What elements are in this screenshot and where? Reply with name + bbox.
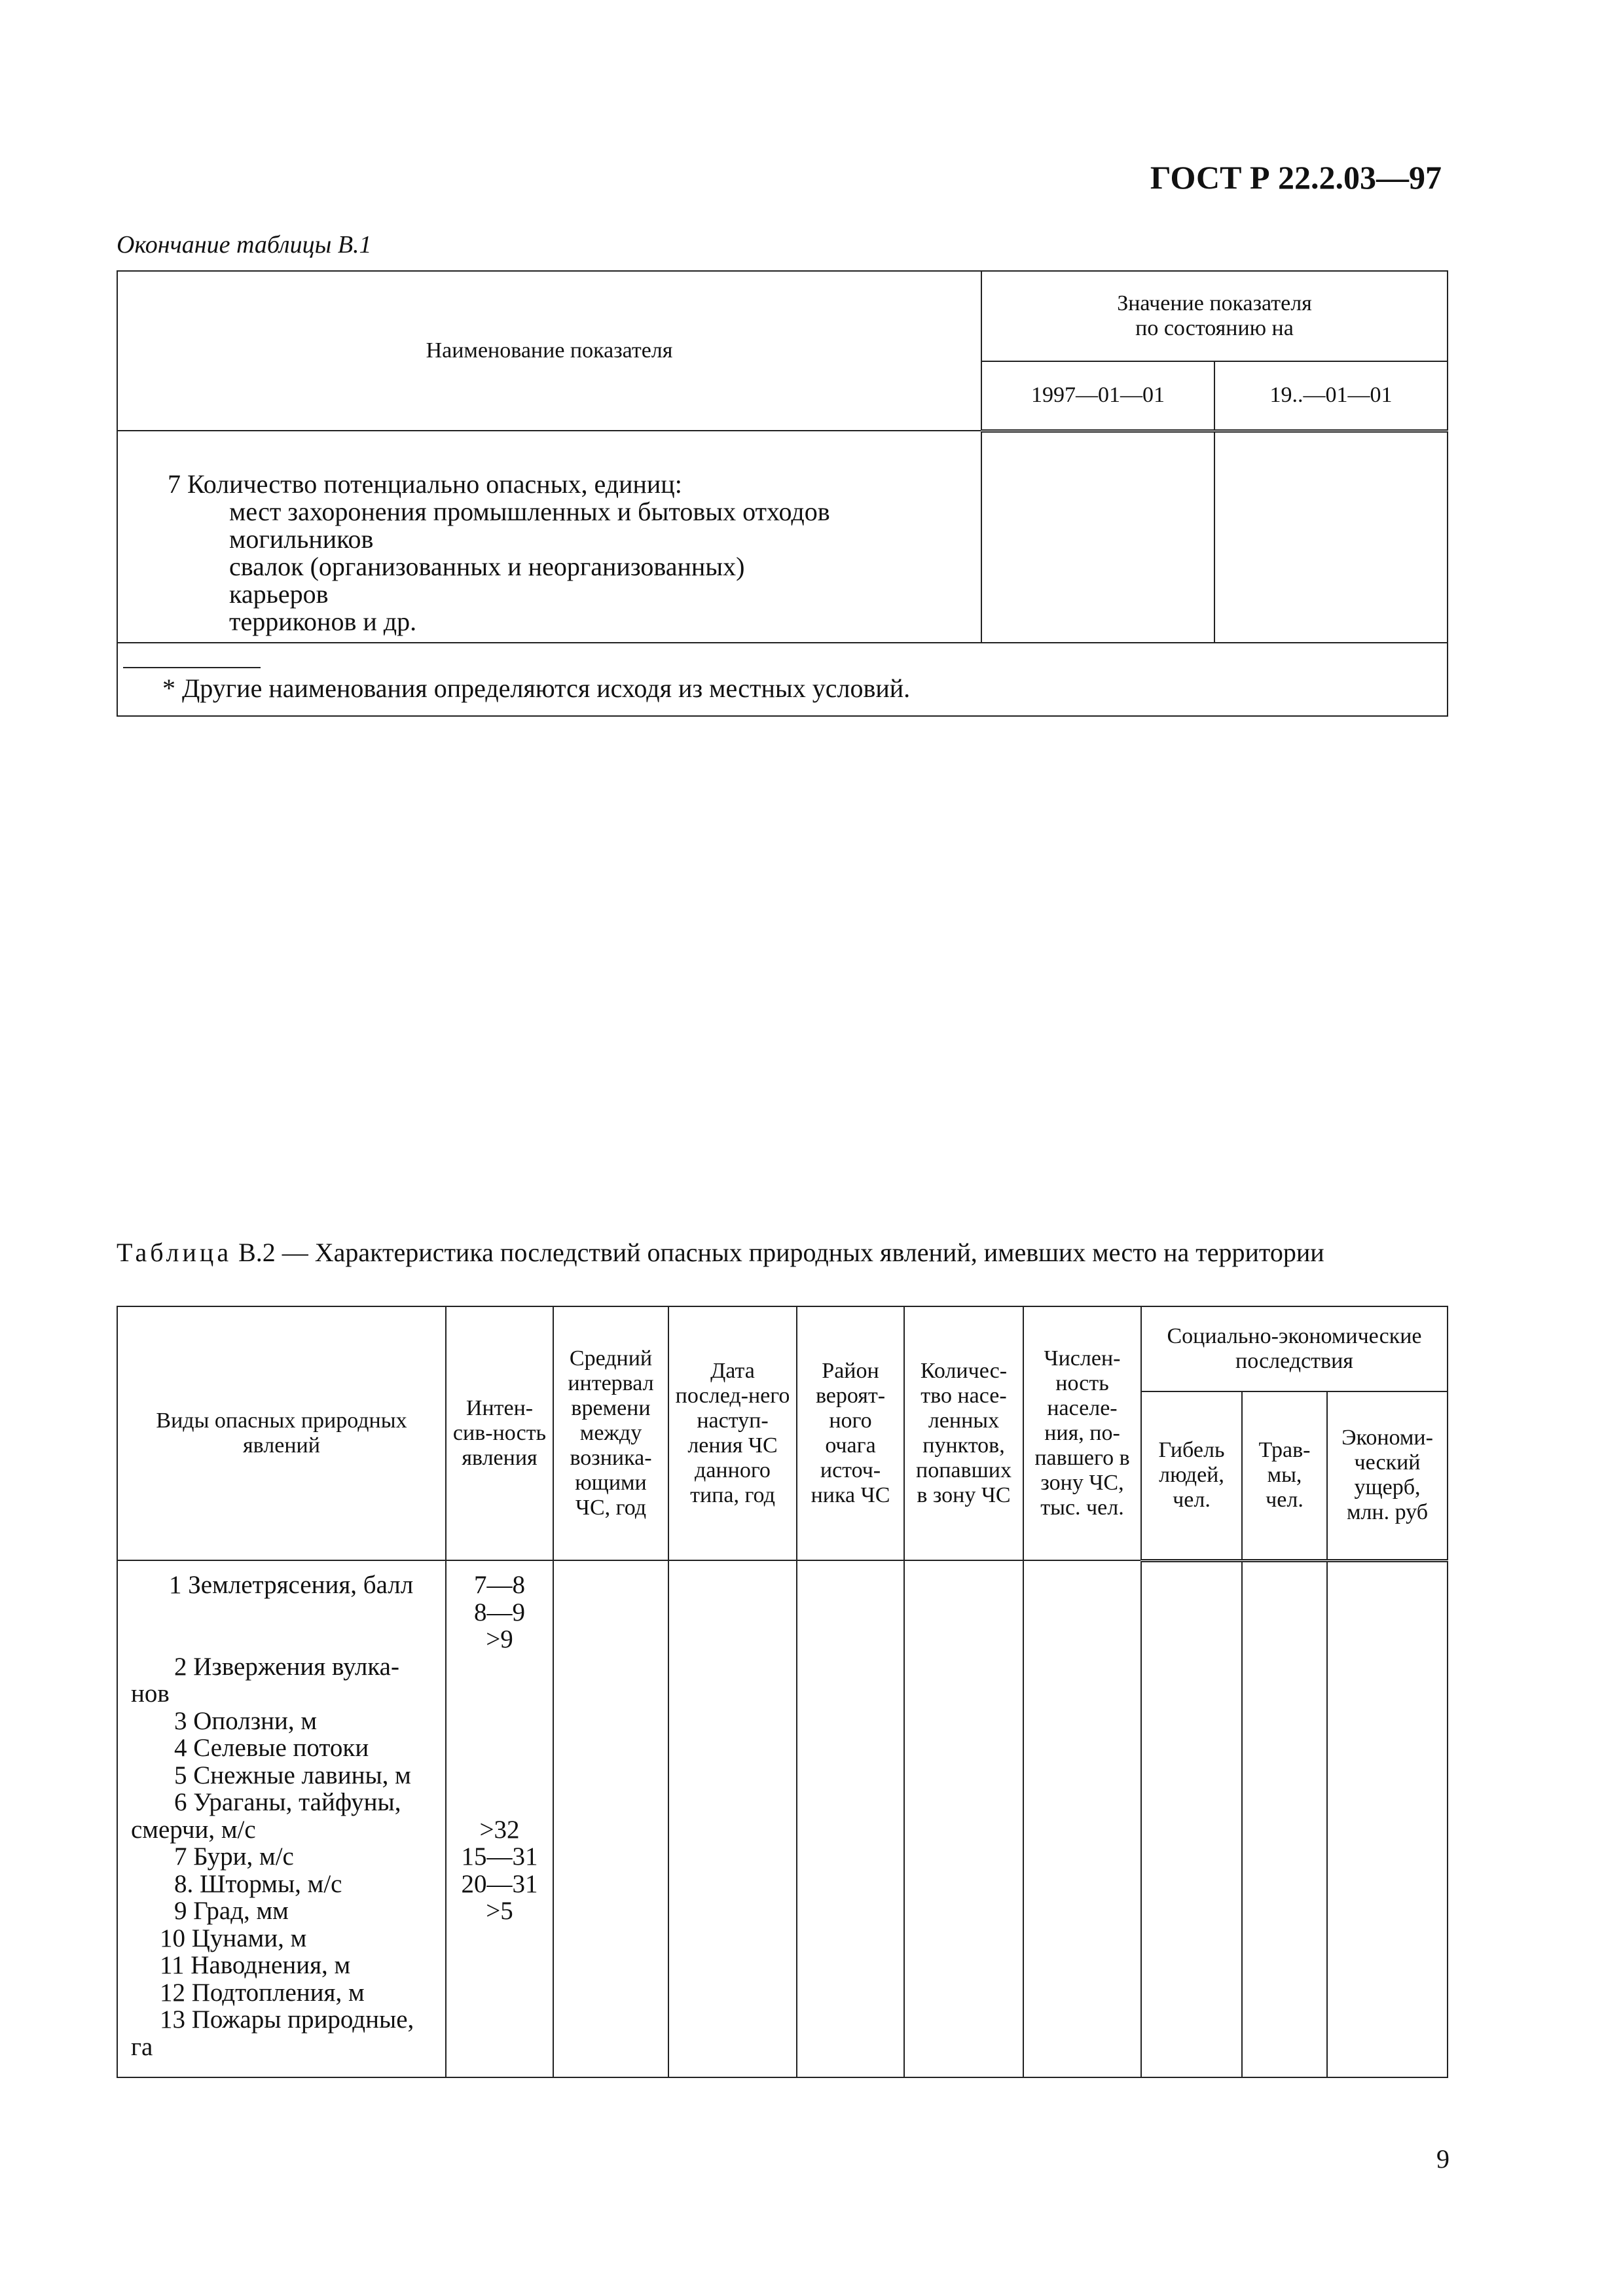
- table-row: 5 Снежные лавины, м: [174, 1761, 411, 1789]
- table-b2: [117, 1306, 1448, 2078]
- table-b2-header-intensity: Интен-сив-ность явления: [446, 1306, 553, 1560]
- table-b1-footnote-cell: [117, 643, 1448, 716]
- table-b1-sub-items: [118, 498, 981, 636]
- table-b1-value2-cell: [1214, 431, 1448, 643]
- intensity-value: 7—8: [474, 1571, 525, 1599]
- table-b2-header-population: Числен-ность населе-ния, по-павшего в зону ЧС, тыс. чел.: [1023, 1306, 1141, 1560]
- table-b2-intensity-cell: [446, 1560, 553, 2077]
- table-row: 2 Извержения вулка-: [174, 1652, 399, 1681]
- table-b1-date1: 1997—01—01: [981, 361, 1214, 431]
- table-b2-header-socio: Социально-экономические последствия: [1141, 1306, 1448, 1391]
- page-number: 9: [1436, 2144, 1450, 2174]
- table-row: 7 Бури, м/с: [174, 1842, 294, 1871]
- table-row: га: [131, 2032, 153, 2061]
- table-b2-header-date: Дата послед-него наступ-ления ЧС данного типа, год: [668, 1306, 797, 1560]
- table-row: нов: [131, 1679, 170, 1708]
- table-b2-header-types: Виды опасных природных явлений: [117, 1306, 446, 1560]
- table-b1-date2: 19..—01—01: [1214, 361, 1448, 431]
- table-b2-population-cell: [1023, 1560, 1141, 2077]
- table-b2-damage-cell: [1327, 1560, 1448, 2077]
- table-b2-types-cell: [117, 1560, 446, 2077]
- table-row: 11 Наводнения, м: [160, 1951, 351, 1979]
- table-b1-header-value-line1: Значение показателя: [1117, 291, 1312, 316]
- table-b1-footnote: * Другие наименования определяются исходя из местных условий.: [162, 673, 911, 703]
- table-b2-area-cell: [797, 1560, 904, 2077]
- table-b1-item-title: 7 Количество потенциально опасных, единиц:: [168, 469, 682, 499]
- table-b1-header-name: Наименование показателя: [117, 271, 981, 431]
- intensity-value: >9: [486, 1625, 513, 1653]
- table-b2-deaths-cell: [1141, 1560, 1242, 2077]
- table-row: 10 Цунами, м: [160, 1924, 307, 1952]
- table-row: смерчи, м/с: [131, 1815, 256, 1844]
- footnote-rule: [123, 667, 261, 668]
- table-b1-header-value-line2: по состоянию на: [1135, 316, 1294, 341]
- intensity-value: >5: [486, 1897, 513, 1925]
- intensity-value: 15—31: [461, 1842, 538, 1871]
- table-row: 8. Штормы, м/с: [174, 1869, 342, 1898]
- intensity-value: 20—31: [461, 1869, 538, 1898]
- table-b2-injuries-cell: [1242, 1560, 1327, 2077]
- table-b2-header-area: Район вероят-ного очага источ-ника ЧС: [797, 1306, 904, 1560]
- document-code: ГОСТ Р 22.2.03—97: [1150, 159, 1442, 196]
- table-row: 13 Пожары природные,: [160, 2005, 414, 2034]
- table-row: 9 Град, мм: [174, 1897, 289, 1925]
- table-b2-header-interval: Средний интервал времени между возника-ющими ЧС, год: [553, 1306, 668, 1560]
- list-item: могильников: [229, 524, 374, 554]
- table-b2-title: [117, 1237, 1324, 1268]
- intensity-value: >32: [479, 1815, 520, 1844]
- list-item: свалок (организованных и неорганизованных): [229, 552, 745, 581]
- list-item: карьеров: [229, 579, 329, 609]
- table-continuation-label: Окончание таблицы В.1: [117, 231, 372, 259]
- table-row: 12 Подтопления, м: [160, 1978, 365, 2007]
- table-b2-header-settlements: Количес-тво насе-ленных пунктов, попавших в зону ЧС: [904, 1306, 1023, 1560]
- list-item: мест захоронения промышленных и бытовых отходов: [229, 497, 830, 526]
- table-b1-header-value: [981, 271, 1448, 361]
- table-b2-header-deaths: Гибель людей, чел.: [1141, 1391, 1242, 1560]
- table-b1: [117, 270, 1448, 717]
- table-row: 6 Ураганы, тайфуны,: [174, 1788, 401, 1816]
- table-row: 1 Землетрясения, балл: [169, 1571, 414, 1599]
- table-b2-title-rest: В.2 — Характеристика последствий опасных природных явлений, имевших место на территории: [238, 1238, 1324, 1267]
- table-b2-date-cell: [668, 1560, 797, 2077]
- intensity-value: 8—9: [474, 1598, 525, 1626]
- table-b2-title-prefix: Таблица: [117, 1238, 232, 1267]
- table-b2-header-damage: Экономи-ческий ущерб, млн. руб: [1327, 1391, 1448, 1560]
- spacer: [447, 1653, 553, 1816]
- spacer: [118, 1599, 445, 1653]
- table-b1-item-cell: [117, 431, 981, 643]
- table-b2-settlements-cell: [904, 1560, 1023, 2077]
- table-row: 4 Селевые потоки: [174, 1734, 369, 1762]
- list-item: терриконов и др.: [229, 607, 417, 636]
- table-row: 3 Оползни, м: [174, 1706, 318, 1735]
- table-b2-interval-cell: [553, 1560, 668, 2077]
- table-b1-value1-cell: [981, 431, 1214, 643]
- table-b2-header-injuries: Трав-мы, чел.: [1242, 1391, 1327, 1560]
